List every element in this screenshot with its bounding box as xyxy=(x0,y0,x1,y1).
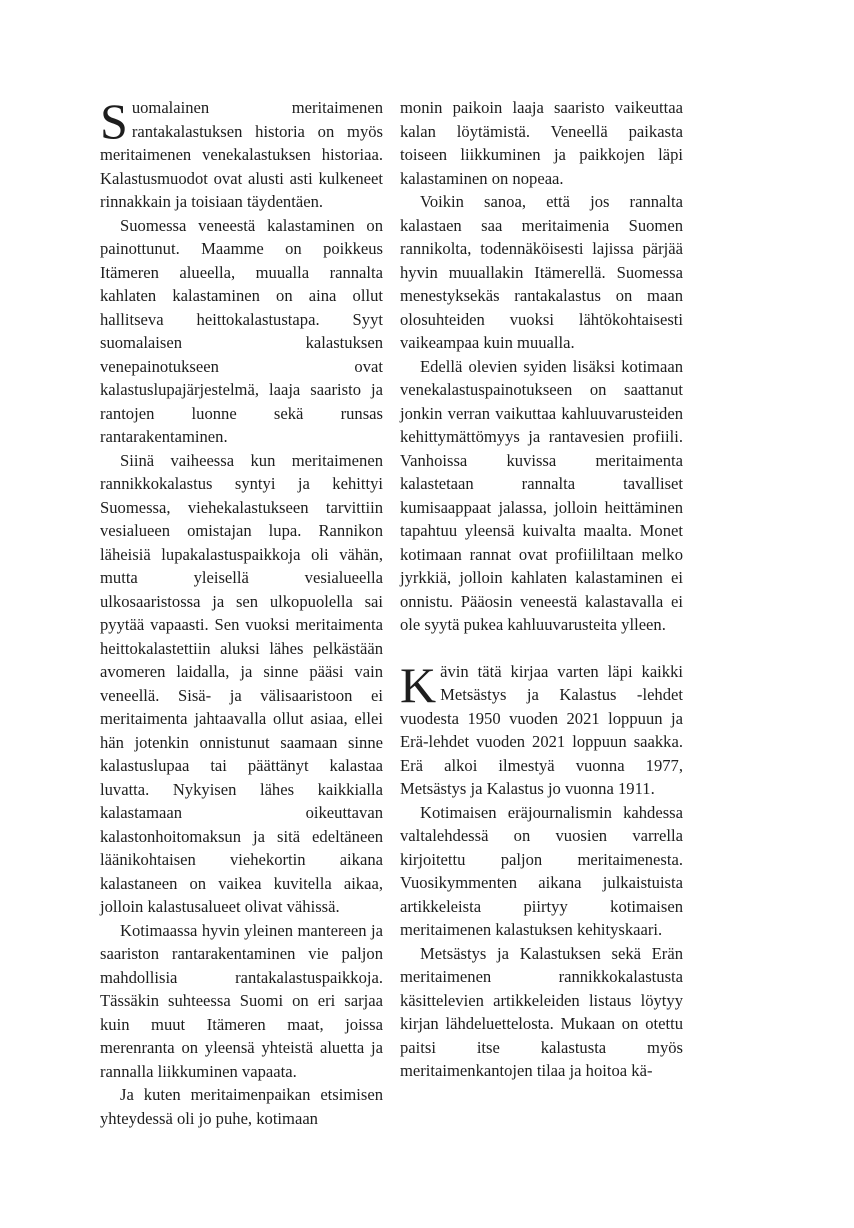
paragraph-text: uomalainen meritaimenen rantakalastuksen historia on myös meritaimenen venekalastuksen historiaa. Kalastusmuodot ovat alusti asti kulkeneet rinnakkain ja toisiaan täydentäen. xyxy=(100,98,383,211)
paragraph: Edellä olevien syiden lisäksi kotimaan venekalastuspainotukseen on saattanut jonkin verran vaikuttaa kahluuvarusteiden kehittymättömyys ja rantavesien profiili. Vanhoissa kuvissa meritaimenta kalastetaan rannalta tavalliset kumisaappaat jalassa, jolloin heittäminen tapahtuu yleensä kuivalta maalta. Monet kotimaan rannat ovat profiililtaan melko jyrkkiä, jolloin kahlaten kalastaminen ei onnistu. Pääosin veneestä kalastavalla ei ole syytä pukea kahluuvarusteita ylleen. xyxy=(400,356,683,634)
paragraph: Siinä vaiheessa kun meritaimenen rannikkokalastus syntyi ja kehittyi Suomessa, viehekalastukseen tarvittiin vesialueen omistajan lupa. Rannikon läheisiä lupakalastuspaikkoja oli vähän, mutta yleisellä vesialueella ulkosaaristossa ja sen ulkopuolella sai pyytää vapaasti. Sen vuoksi meritaimenta heittokalastettiin aluksi lähes pelkästään avomeren laidalla, ja sinne pääsi vain veneellä. Sisä- ja välisaaristoon ei meritaimenta jahtaavalla ollut asiaa, ellei hän jotenkin onnistunut saamaan sinne kalastuslupaa tai päättänyt kalastaa luvatta. Nykyisen lähes kaikkialla kalastamaan oikeuttavan kalastonhoitomaksun ja sitä edeltäneen läänikohtaisen viehekortin aikana kalastaneen on vaikea kuvitella aikaa, jolloin kalastusalueet olivat vähissä. xyxy=(100,450,383,916)
paragraph: Suomessa veneestä kalastaminen on painottunut. Maamme on poikkeus Itämeren alueella, muualla rannalta kahlaten kalastaminen on aina ollut hallitseva heittokalastustapa. Syyt suomalaisen kalastuksen venepainotukseen ovat kalastuslupajärjestelmä, laaja saaristo ja rantojen luonne sekä runsas rantarakentaminen. xyxy=(100,215,383,446)
paragraph: Kotimaisen eräjournalismin kahdessa valtalehdessä on vuosien varrella kirjoitettu paljon meritaimenesta. Vuosikymmenten aikana julkaistuista artikkeleista piirtyy kotimaisen meritaimenen kalastuksen kehityskaari. xyxy=(400,802,683,939)
paragraph: Kotimaassa hyvin yleinen mantereen ja saariston rantarakentaminen vie paljon mahdollisia rantakalastuspaikkoja. Tässäkin suhteessa Suomi on eri sarjaa kuin muut Itämeren maat, joissa merenranta on yleensä yhteistä aluetta ja rannalla liikkuminen vapaata. xyxy=(100,920,383,1081)
drop-cap: S xyxy=(100,93,128,149)
paragraph xyxy=(400,656,683,801)
paragraph: Metsästys ja Kalastuksen sekä Erän meritaimenen rannikkokalastusta käsittelevien artikkeleiden listaus löytyy kirjan lähdeluettelosta. Mukaan on otettu paitsi itse kalastusta myös meritaimenkantojen tilaa ja hoitoa kä- xyxy=(400,943,683,1080)
paragraph: Voikin sanoa, että jos rannalta kalastaen saa meritaimenia Suomen rannikolta, todennäköisesti lajissa pärjää hyvin muuallakin Itämerellä. Suomessa menestyksekäs rantakalastus on maan olosuhteiden vuoksi lähtökohtaisesti vaikeampaa kuin muualla. xyxy=(400,192,683,352)
drop-cap: K xyxy=(400,656,437,713)
paragraph xyxy=(100,93,383,214)
left-column xyxy=(100,93,383,1130)
paragraph: Ja kuten meritaimenpaikan etsimisen yhteydessä oli jo puhe, kotimaan xyxy=(100,1085,383,1128)
paragraph-text: ävin tätä kirjaa varten läpi kaikki Metsästys ja Kalastus -lehdet vuodesta 1950 vuoden 2021 loppuun ja Erä-lehdet vuoden 2021 loppuun saakka. Erä alkoi ilmestyä vuonna 1977, Metsästys ja Kalastus jo vuonna 1911. xyxy=(400,661,683,798)
paragraph: monin paikoin laaja saaristo vaikeuttaa kalan löytämistä. Veneellä paikasta toiseen liikkuminen ja paikkojen läpi kalastaminen on nopeaa. xyxy=(400,98,683,188)
right-column xyxy=(400,96,683,1083)
